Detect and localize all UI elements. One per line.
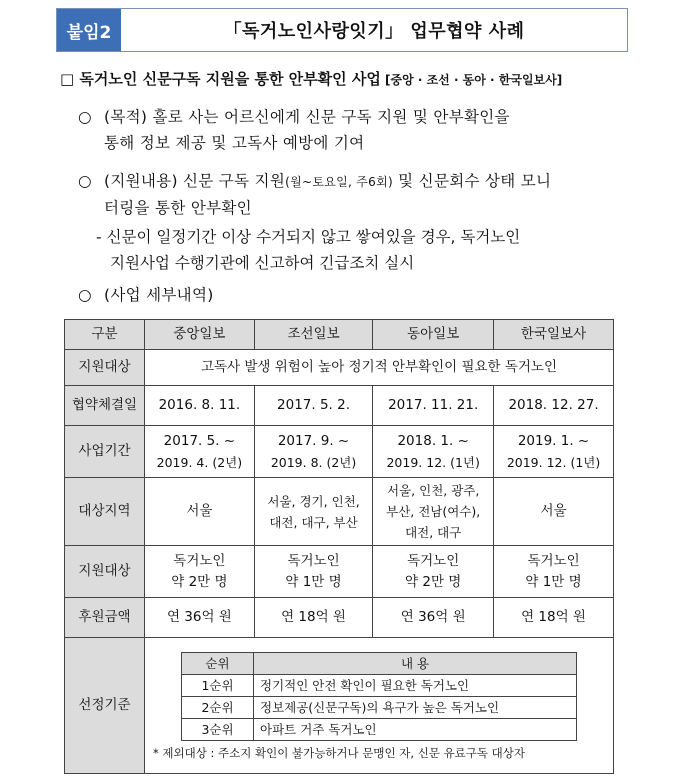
criteria-rank: 3순위 [182, 718, 254, 740]
cell-line: 서울, 경기, 인천, [267, 493, 360, 509]
table-cell [145, 426, 255, 478]
criteria-rank: 2순위 [182, 696, 254, 718]
document-header [56, 8, 628, 52]
cell-line: 독거노인 [527, 552, 580, 569]
criteria-row [182, 674, 577, 696]
exclusion-note: * 제외대상 : 주소지 확인이 불가능하거나 문맹인 자, 신문 유료구독 대상자 [153, 745, 525, 760]
page-title: 「독거노인사랑잇기」 업무협약 사례 [223, 21, 525, 42]
dash-item [96, 224, 520, 276]
cell-line: 독거노인 [173, 552, 226, 569]
table-row [65, 598, 614, 638]
row-header: 지원대상 [65, 546, 145, 598]
table-row [65, 478, 614, 546]
row-header: 지원대상 [65, 350, 145, 386]
table-header-row [65, 320, 614, 350]
dash-text: 신문이 일정기간 이상 수거되지 않고 쌓여있을 경우, 독거노인 [106, 228, 521, 246]
table-cell: 연 18억 원 [254, 598, 373, 638]
table-row [65, 546, 614, 598]
cell-line: 대전, 대구, 부산 [269, 514, 358, 530]
table-cell [373, 426, 494, 478]
column-header: 중앙일보 [145, 320, 255, 350]
table-cell [254, 546, 373, 598]
row-header: 선정기준 [65, 638, 145, 774]
criteria-row [182, 718, 577, 740]
table-cell [494, 546, 614, 598]
cell-line: 2019. 12. (1년) [506, 454, 601, 470]
cell-line: 대전, 대구 [405, 525, 462, 540]
criteria-content: 정보제공(신문구독)의 욕구가 높은 독거노인 [254, 696, 577, 718]
attachment-badge: 붙임2 [57, 9, 121, 51]
table-cell [145, 478, 255, 546]
criteria-header-row [182, 652, 577, 674]
table-cell [254, 426, 373, 478]
bullet-text: (목적) 홀로 사는 어르신에게 신문 구독 지원 및 안부확인을 [104, 108, 510, 126]
bullet-mark: ○ [78, 172, 92, 190]
table-cell [373, 478, 494, 546]
bullet-mark: ○ [78, 108, 92, 126]
cell-line: 2019. 1. ~ [517, 432, 590, 449]
cell-line: 약 1만 명 [285, 573, 342, 590]
cell-line: 약 2만 명 [171, 573, 228, 590]
bullet-details [78, 282, 214, 308]
row-header: 협약체결일 [65, 386, 145, 426]
column-header: 조선일보 [254, 320, 373, 350]
row-header: 대상지역 [65, 478, 145, 546]
table-cell: 고독사 발생 위험이 높아 정기적 안부확인이 필요한 독거노인 [145, 350, 614, 386]
criteria-column-header: 순위 [182, 652, 254, 674]
cell-line: 독거노인 [287, 552, 340, 569]
selection-criteria-cell [145, 638, 614, 774]
bullet-text: (사업 세부내역) [104, 286, 214, 304]
section-title [60, 68, 562, 89]
table-cell [254, 478, 373, 546]
dash-mark: - [96, 228, 102, 246]
table-cell: 연 36억 원 [145, 598, 255, 638]
table-cell: 2017. 5. 2. [254, 386, 373, 426]
table-row [65, 386, 614, 426]
criteria-table [181, 652, 577, 741]
section-title-text: □ 독거노인 신문구독 지원을 통한 안부확인 사업 [60, 70, 381, 88]
cell-line: 서울 [540, 503, 567, 519]
row-header: 사업기간 [65, 426, 145, 478]
cell-line: 2018. 1. ~ [397, 432, 469, 449]
table-cell [494, 478, 614, 546]
criteria-content: 아파트 거주 독거노인 [254, 718, 577, 740]
dash-text: 지원사업 수행기관에 신고하여 긴급조치 실시 [110, 254, 415, 272]
cell-line: 약 1만 명 [525, 573, 582, 590]
bullet-note: (월~토요일, 주6회) [285, 175, 393, 189]
criteria-row [182, 696, 577, 718]
table-cell: 2018. 12. 27. [494, 386, 614, 426]
column-header: 동아일보 [373, 320, 494, 350]
table-cell: 2016. 8. 11. [145, 386, 255, 426]
cell-line: 2019. 4. (2년) [156, 454, 243, 470]
table-row [65, 350, 614, 386]
bullet-text: 및 신문회수 상태 모니 [392, 172, 552, 190]
cell-line: 서울 [186, 503, 213, 519]
table-cell: 2017. 11. 21. [373, 386, 494, 426]
cell-line: 2017. 9. ~ [277, 432, 350, 449]
column-header: 한국일보사 [494, 320, 614, 350]
table-row [65, 638, 614, 774]
table-cell: 연 18억 원 [494, 598, 614, 638]
table-row [65, 426, 614, 478]
criteria-content: 정기적인 안전 확인이 필요한 독거노인 [254, 674, 577, 696]
cell-line: 2019. 8. (2년) [270, 454, 357, 470]
details-table [64, 319, 614, 774]
bullet-purpose [78, 104, 510, 156]
table-cell [145, 546, 255, 598]
section-subtitle: [중앙 · 조선 · 동아 · 한국일보사] [380, 73, 563, 87]
criteria-rank: 1순위 [182, 674, 254, 696]
bullet-text: 터링을 통한 안부확인 [104, 199, 252, 217]
row-header: 후원금액 [65, 598, 145, 638]
bullet-mark: ○ [78, 286, 92, 304]
cell-line: 약 2만 명 [405, 573, 462, 590]
bullet-text: 통해 정보 제공 및 고독사 예방에 기여 [104, 134, 365, 152]
cell-line: 부산, 전남(여수), [386, 504, 481, 519]
table-cell [373, 546, 494, 598]
bullet-text: (지원내용) 신문 구독 지원 [104, 172, 286, 190]
cell-line: 독거노인 [407, 552, 460, 569]
bullet-support-content [78, 168, 551, 221]
cell-line: 2017. 5. ~ [163, 432, 236, 449]
column-header: 구분 [65, 320, 145, 350]
cell-line: 서울, 인천, 광주, [387, 483, 480, 498]
table-cell: 연 36억 원 [373, 598, 494, 638]
table-cell [494, 426, 614, 478]
criteria-column-header: 내 용 [254, 652, 577, 674]
cell-line: 2019. 12. (1년) [386, 454, 480, 470]
